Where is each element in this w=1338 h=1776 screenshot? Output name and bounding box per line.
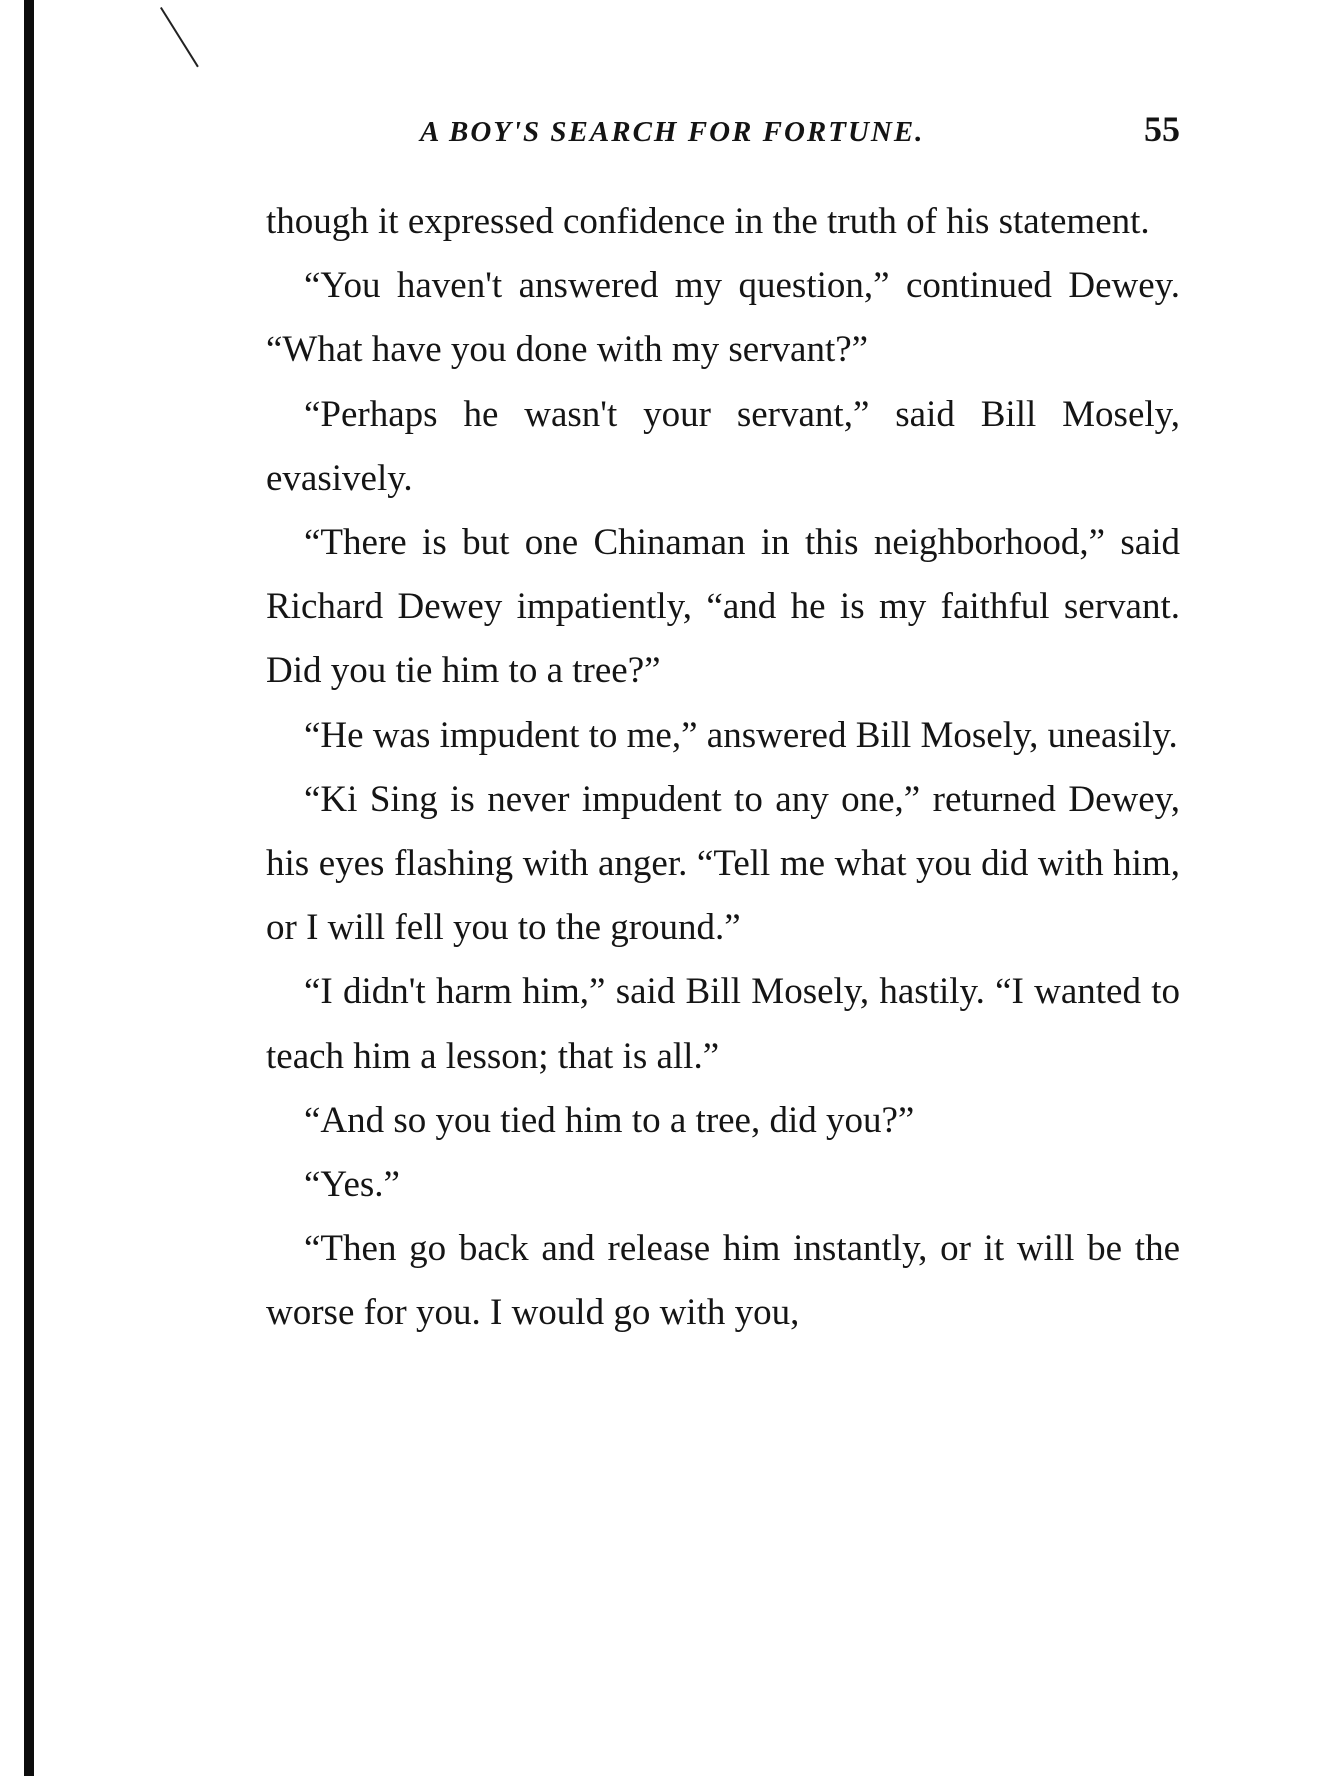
paragraph: “Yes.” [304, 1164, 400, 1206]
paragraph: though it expressed confidence in the truth of his statement. [266, 201, 1150, 242]
paragraph: “He was impudent to me,” answered Bill Mosely, uneasily. [304, 714, 1178, 756]
paragraph: “Perhaps he wasn't your servant,” said Bill Mosely, evasively. [266, 393, 1180, 499]
body-text [266, 190, 1180, 1346]
binding-edge [24, 0, 34, 1776]
running-title: A BOY'S SEARCH FOR FORTUNE. [420, 116, 925, 148]
paragraph: “Ki Sing is never impudent to any one,” returned Dewey, his eyes flashing with anger. “Tell me what you did with him, or I will fell you to the ground.” [266, 778, 1180, 949]
paragraph: “You haven't answered my question,” continued Dewey. “What have you done with my servant?” [266, 265, 1180, 371]
page-header [420, 108, 1180, 158]
paragraph: “And so you tied him to a tree, did you?” [304, 1099, 915, 1141]
paragraph: “Then go back and release him instantly, or it will be the worse for you. I would go with you, [266, 1228, 1180, 1334]
page-number: 55 [1144, 109, 1180, 149]
scan-mark [160, 7, 199, 67]
paragraph: “There is but one Chinaman in this neighborhood,” said Richard Dewey impatiently, “and he is my faithful servant. Did you tie him to a tree?” [266, 522, 1180, 692]
paragraph: “I didn't harm him,” said Bill Mosely, hastily. “I wanted to teach him a lesson; that is all.” [266, 971, 1180, 1077]
